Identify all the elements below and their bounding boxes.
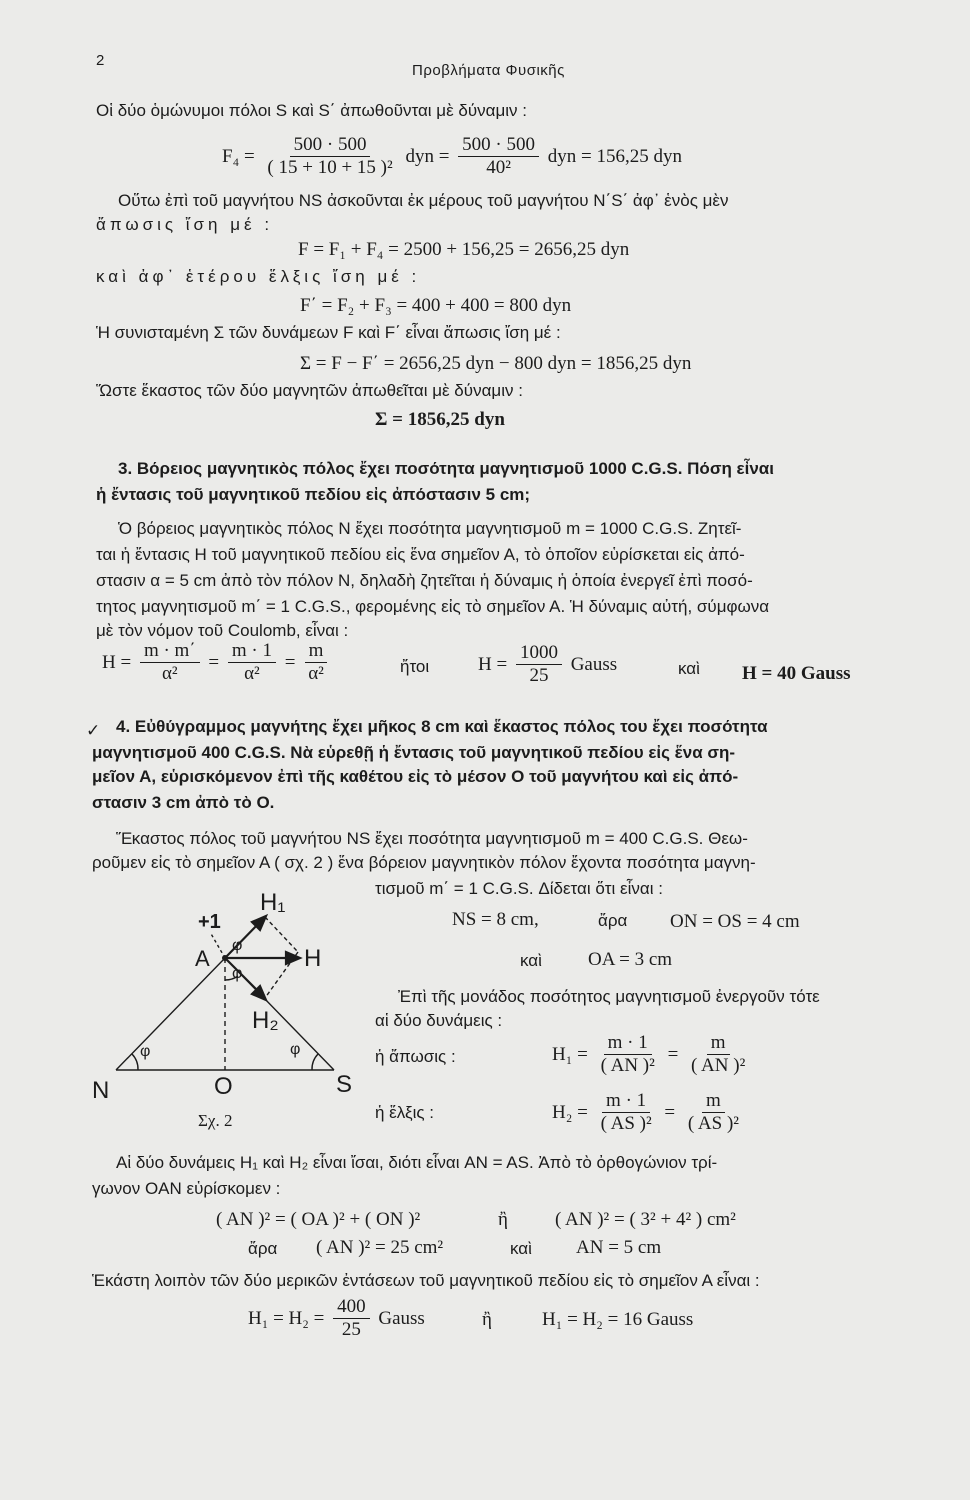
fraction [684,1090,743,1135]
numerator: 1000 [516,642,562,665]
text-line: Οὕτω ἐπὶ τοῦ μαγνήτου NS ἀσκοῦνται ἐκ μέρους τοῦ μαγνήτου N΄S΄ ἀφ᾽ ἑνὸς μὲν [118,191,729,210]
text-line: Ἐπὶ τῆς μονάδος ποσότητος μαγνητισμοῦ ἐνεργοῦν τότε [398,987,820,1006]
eq-sign: = [664,1101,676,1123]
problem-3-question: 3. Βόρειος μαγνητικὸς πόλος ἔχει ποσότητα μαγνητισμοῦ 1000 C.G.S. Πόση εἶναι [118,459,774,478]
label-phi: φ [232,965,243,982]
denominator: α² [308,663,324,684]
line-dashed [210,932,225,958]
label-h2: H₂ [252,1007,279,1034]
equation: ( AN )² = 25 cm² [316,1237,444,1258]
line-an [116,958,225,1070]
equation-h-value [478,642,617,687]
label-plus-one: +1 [198,911,221,933]
numerator: m · m΄ [140,640,200,663]
text-word: καὶ [520,951,542,970]
line-dashed [265,917,298,952]
problem-3-question: ἡ ἔντασις τοῦ μαγνητικοῦ πεδίου εἰς ἀπόστασιν 5 cm; [96,485,531,504]
fraction [304,640,328,685]
text-word: ἢ [482,1309,492,1330]
label-s: S [336,1071,353,1098]
text-word: ἡ ἕλξις : [375,1103,435,1122]
label-h1: H₁ [260,889,286,916]
problem-4-question: 4. Εὐθύγραμμος μαγνήτης ἔχει μῆκος 8 cm καὶ ἕκαστος πόλος του ἔχει ποσότητα [116,717,768,736]
denominator: α² [161,663,178,684]
text-line: Ἡ συνισταμένη Σ τῶν δυνάμεων F καὶ F΄ εἶναι ἄπωσις ἴση μέ : [96,323,561,342]
denominator: 25 [529,665,549,686]
eq-lhs: H₁ = [552,1043,588,1065]
eq-sign: = [208,651,220,673]
label-n: N [92,1077,110,1104]
equation-f4 [222,134,682,179]
figure-caption: Σχ. 2 [198,1111,233,1130]
text-line: καὶ ἀφ᾽ ἑτέρου ἕλξις ἴση μέ : [96,267,421,286]
text-line: αἱ δύο δυνάμεις : [375,1011,503,1030]
eq-lhs: F₄ = [222,145,255,167]
equation: NS = 8 cm, [452,909,539,930]
denominator: ( AN )² [600,1055,655,1076]
fraction [597,1090,656,1135]
equation-h1 [552,1032,753,1077]
fraction [687,1032,749,1077]
text-line: στασιν α = 5 cm ἀπὸ τὸν πόλον Ν, δηλαδὴ ζητεῖται ἡ δύναμις ἡ ὁποία ἐνεργεῖ ἐπὶ ποσό- [96,571,753,590]
text-line: Ἑκάστη λοιπὸν τῶν δύο μερικῶν ἐντάσεων τοῦ μαγνητικοῦ πεδίου εἰς τὸ σημεῖον Α εἶναι : [92,1271,760,1290]
text-line: τισμοῦ m΄ = 1 C.G.S. Δίδεται ὅτι εἶναι : [375,879,663,898]
denominator: 25 [341,1319,361,1340]
check-mark-icon: ✓ [86,721,101,740]
problem-4-question: μαγνητισμοῦ 400 C.G.S. Νὰ εὑρεθῇ ἡ ἔντασις τοῦ μαγνητικοῦ πεδίου εἰς ἕνα ση- [92,743,736,762]
problem-4-question: μεῖον Α, εὑρισκόμενον ἐπὶ τῆς καθέτου εἰς τὸ μέσον Ο τοῦ μαγνήτου καὶ εἰς ἀπό- [92,767,739,786]
text-word: καὶ [510,1239,532,1258]
text-line: Ὁ βόρειος μαγνητικὸς πόλος Ν ἔχει ποσότητα μαγνητισμοῦ m = 1000 C.G.S. Ζητεῖ- [118,519,742,538]
eq-text: dyn = 156,25 dyn [547,145,682,167]
text-line: Ὥστε ἕκαστος τῶν δύο μαγνητῶν ἀπωθεῖται μὲ δύναμιν : [96,381,523,400]
text-word: ἡ ἄπωσις : [375,1047,456,1066]
equation: F = F₁ + F₄ = 2500 + 156,25 = 2656,25 dyn [298,239,630,260]
denominator: ( 15 + 10 + 15 )² [267,157,393,178]
label-phi: φ [290,1041,301,1058]
eq-sign: = [284,651,296,673]
label-a: A [195,946,210,971]
numerator: m · 1 [604,1032,652,1055]
arrowhead-h [286,952,300,964]
eq-lhs: H₁ = H₂ = [248,1307,325,1329]
denominator: ( AS )² [600,1113,652,1134]
page-number: 2 [96,52,105,69]
eq-lhs: H = [102,651,132,673]
equation-final [248,1296,425,1341]
denominator: ( AN )² [691,1055,746,1076]
equation-h [102,640,332,685]
unit: Gauss [378,1307,425,1329]
equation: OA = 3 cm [588,949,673,970]
text-line: Αἱ δύο δυνάμεις H₁ καὶ H₂ εἶναι ἴσαι, διότι εἶναι AN = AS. Ἀπὸ τὸ ὀρθογώνιον τρί- [116,1153,718,1172]
equation-result: Σ = 1856,25 dyn [375,409,505,430]
fraction [228,640,276,685]
numerator: m · 1 [228,640,276,663]
numerator: m · 1 [602,1090,650,1113]
label-o: O [214,1073,233,1100]
numerator: m [702,1090,725,1113]
unit: Gauss [570,653,618,675]
fraction [333,1296,370,1341]
equation: ON = OS = 4 cm [670,911,800,932]
eq-sign: = [667,1043,679,1065]
angle-arc-n [132,1054,138,1070]
numerator: 400 [333,1296,370,1319]
equation: AN = 5 cm [576,1237,662,1258]
fraction [516,642,562,687]
equation-result: H₁ = H₂ = 16 Gauss [542,1309,694,1330]
fraction [458,134,539,179]
running-title: Προβλήματα Φυσικῆς [412,62,565,79]
eq-text: dyn = [405,145,450,167]
text-line: ροῦμεν εἰς τὸ σημεῖον Α ( σχ. 2 ) ἕνα βόρειον μαγνητικὸν πόλον ἔχοντα ποσότητα μαγνη- [92,853,756,872]
fraction [597,1032,659,1077]
eq-lhs: H₂ = [552,1101,588,1123]
angle-arc-s [312,1054,318,1070]
problem-4-question: στασιν 3 cm ἀπὸ τὸ Ο. [92,793,275,812]
text-line: ἄπωσις ἴση μέ : [96,215,274,234]
label-h: H [304,945,322,972]
text-word: ἤτοι [400,657,430,676]
equation: ( AN )² = ( 3² + 4² ) cm² [555,1209,736,1230]
numerator: 500 · 500 [458,134,539,157]
text-line: γωνον OAN εὑρίσκομεν : [92,1179,281,1198]
equation-h2 [552,1090,747,1135]
equation: Σ = F − F΄ = 2656,25 dyn − 800 dyn = 1856,25 dyn [300,353,692,374]
text-line: τητος μαγνητισμοῦ m΄ = 1 C.G.S., φερομένης εἰς τὸ σημεῖον Α. Ἡ δύναμις αὐτή, σύμφωνα [96,597,770,616]
equation-result: H = 40 Gauss [742,663,851,684]
text-line: μὲ τὸν νόμον τοῦ Coulomb, εἶναι : [96,621,349,640]
point-a [222,955,228,961]
text-line: Ἕκαστος πόλος τοῦ μαγνήτου NS ἔχει ποσότητα μαγνητισμοῦ m = 400 C.G.S. Θεω- [116,829,748,848]
equation: ( AN )² = ( OA )² + ( ON )² [216,1209,421,1230]
text-word: ἄρα [248,1239,278,1258]
denominator: ( AS )² [687,1113,739,1134]
label-phi: φ [140,1043,151,1060]
eq-lhs: H = [478,653,508,675]
fraction [263,134,396,179]
denominator: 40² [486,157,511,178]
equation: F΄ = F₂ + F₃ = 400 + 400 = 800 dyn [300,295,572,316]
text-word: ἢ [498,1209,508,1230]
text-line: ται ἡ ἔντασις Η τοῦ μαγνητικοῦ πεδίου εἰς ἕνα σημεῖον Α, τὸ ὁποῖον εὑρίσκεται εἰς ἀπό- [96,545,745,564]
numerator: 500 · 500 [290,134,371,157]
figure-2 [80,880,380,1130]
text-word: καὶ [678,659,700,678]
text-word: ἄρα [598,911,628,930]
label-phi: φ [232,937,243,954]
denominator: α² [244,663,260,684]
numerator: m [707,1032,730,1055]
fraction [140,640,200,685]
text-line: Οἱ δύο ὁμώνυμοι πόλοι S καὶ S΄ ἀπωθοῦνται μὲ δύναμιν : [96,101,527,120]
numerator: m [305,640,328,663]
